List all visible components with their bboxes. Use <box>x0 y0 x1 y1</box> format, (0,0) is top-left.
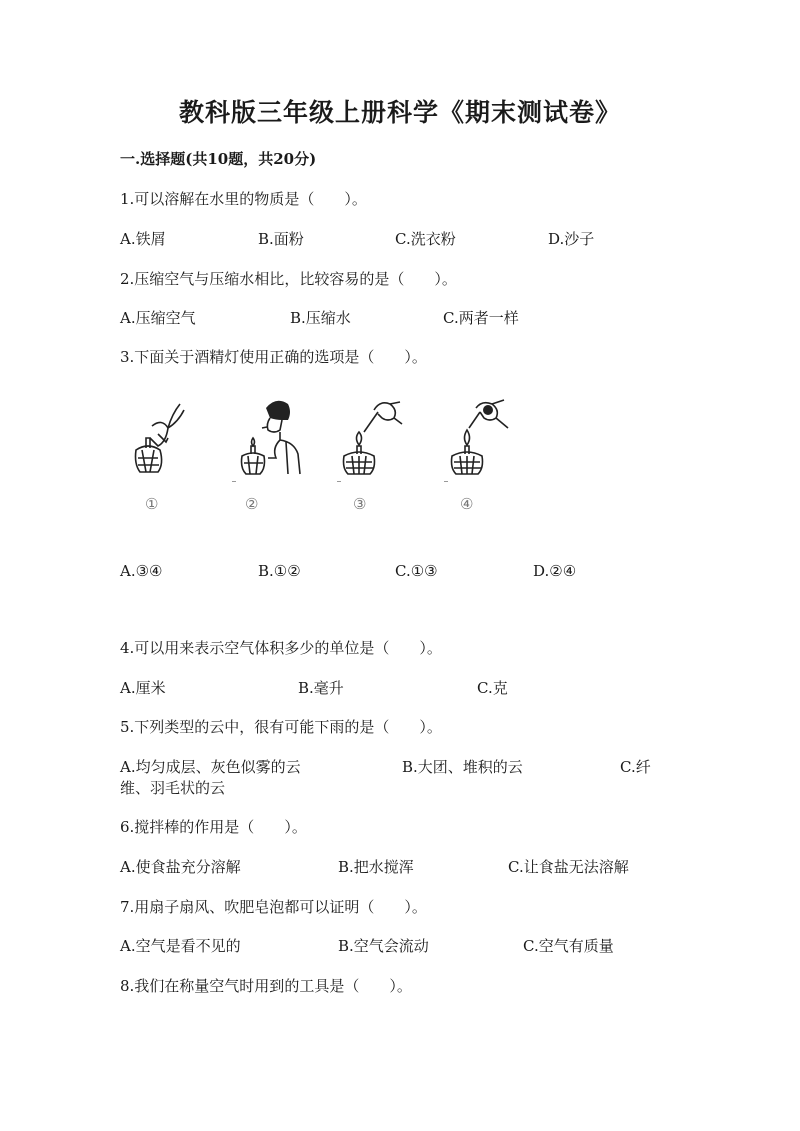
q3-option-c[interactable]: C.①③ <box>395 562 438 580</box>
alcohol-lamp-figure-3 <box>338 398 408 480</box>
q2-option-a[interactable]: A.压缩空气 <box>120 309 196 327</box>
figure-mark <box>232 481 236 482</box>
question-5: 5.下列类型的云中，很有可能下雨的是（ ）。 <box>120 718 442 736</box>
question-2: 2.压缩空气与压缩水相比，比较容易的是（ ）。 <box>120 270 457 288</box>
question-3: 3.下面关于酒精灯使用正确的选项是（ ）。 <box>120 348 427 366</box>
q4-option-a[interactable]: A.厘米 <box>120 679 166 697</box>
q3-option-a[interactable]: A.③④ <box>120 562 163 580</box>
figure-mark <box>444 481 448 482</box>
q2-option-c[interactable]: C.两者一样 <box>443 309 519 327</box>
figure-label-2: ② <box>245 495 259 513</box>
alcohol-lamp-figure-1 <box>128 398 198 480</box>
question-8: 8.我们在称量空气时用到的工具是（ ）。 <box>120 977 412 995</box>
q3-option-d[interactable]: D.②④ <box>533 562 577 580</box>
q5-option-c-continued[interactable]: 维、羽毛状的云 <box>120 779 226 797</box>
q5-option-b[interactable]: B.大团、堆积的云 <box>402 758 523 776</box>
q5-option-c[interactable]: C.纤 <box>620 758 651 776</box>
question-6: 6.搅拌棒的作用是（ ）。 <box>120 818 307 836</box>
figure-label-1: ① <box>145 495 159 513</box>
question-7: 7.用扇子扇风、吹肥皂泡都可以证明（ ）。 <box>120 898 427 916</box>
question-1: 1.可以溶解在水里的物质是（ ）。 <box>120 190 367 208</box>
alcohol-lamp-figure-2 <box>236 398 306 480</box>
figure-label-4: ④ <box>460 495 474 513</box>
page-title: 教科版三年级上册科学《期末测试卷》 <box>178 98 621 127</box>
q1-option-b[interactable]: B.面粉 <box>258 230 304 248</box>
alcohol-lamp-figure-4 <box>446 398 516 480</box>
q1-option-a[interactable]: A.铁屑 <box>120 230 166 248</box>
q6-option-b[interactable]: B.把水搅浑 <box>338 858 414 876</box>
q1-option-c[interactable]: C.洗衣粉 <box>395 230 456 248</box>
q2-option-b[interactable]: B.压缩水 <box>290 309 351 327</box>
section-heading: 一.选择题(共10题，共20分) <box>120 150 317 168</box>
figure-label-3: ③ <box>353 495 367 513</box>
q4-option-c[interactable]: C.克 <box>477 679 508 697</box>
q3-option-b[interactable]: B.①② <box>258 562 301 580</box>
q1-option-d[interactable]: D.沙子 <box>548 230 595 248</box>
q7-option-b[interactable]: B.空气会流动 <box>338 937 429 955</box>
q7-option-a[interactable]: A.空气是看不见的 <box>120 937 241 955</box>
q6-option-c[interactable]: C.让食盐无法溶解 <box>508 858 629 876</box>
q4-option-b[interactable]: B.毫升 <box>298 679 344 697</box>
q6-option-a[interactable]: A.使食盐充分溶解 <box>120 858 241 876</box>
figure-mark <box>337 481 341 482</box>
q7-option-c[interactable]: C.空气有质量 <box>523 937 614 955</box>
question-4: 4.可以用来表示空气体积多少的单位是（ ）。 <box>120 639 442 657</box>
q5-option-a[interactable]: A.均匀成层、灰色似雾的云 <box>120 758 301 776</box>
